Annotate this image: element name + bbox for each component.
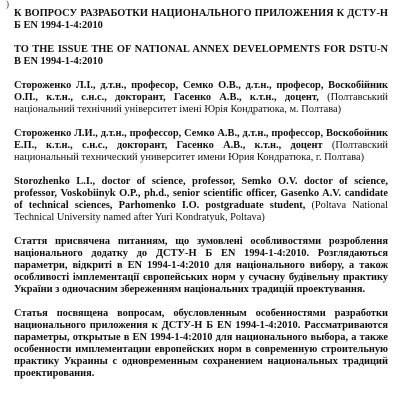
authors-english-affiliation: (Poltava National Technical University named after Yuri Kondratyuk, Poltava) <box>14 200 388 223</box>
abstract-russian: Статья посвящена вопросам, обусловленным особенностями разработки национального приложения к ДСТУ-Н Б EN 1994-1-4:2010. Рассматриваются параметры, открытые в EN 1994-1-4:2010 для национального выбора, а также особенности имплементации европейских норм в современную строительную практику Украины с одновременным сохранением национальных традиций проектирования. <box>14 308 388 379</box>
page-corner-mark: ) <box>6 0 9 9</box>
title-english: TO THE ISSUE THE OF NATIONAL ANNEX DEVELOPMENTS FOR DSTU-N B EN 1994-1-4:2010 <box>14 44 388 67</box>
authors-russian-affiliation: (Полтавский национальный технический университет имени Юрия Кондратюка, г. Полтава) <box>14 140 388 163</box>
authors-russian <box>14 128 388 164</box>
title-cyrillic: К ВОПРОСУ РАЗРАБОТКИ НАЦИОНАЛЬНОГО ПРИЛОЖЕНИЯ К ДСТУ-Н Б EN 1994-1-4:2010 <box>14 8 388 31</box>
authors-english <box>14 176 388 224</box>
abstract-ukrainian: Стаття присвячена питанням, що зумовлені особливостями розроблення національного додатку до ДСТУ-Н Б EN 1994-1-4:2010. Розглядаються параметри, відкриті в EN 1994-1-4:2010 для національного вибору, а також особливості імплементації європейських норм у сучасну будівельну практику України з одночасним збереженням національних традицій проектування. <box>14 236 388 295</box>
authors-russian-names: Стороженко Л.И., д.т.н., профессор, Семко А.В., д.т.н., профессор, Воскобойник Е.П., к.т.н., с.н.с., докторант, Гасенко А.В., к.т.н., доцент <box>14 128 388 151</box>
authors-ukrainian <box>14 80 388 116</box>
authors-english-names: Storozhenko L.I., doctor of science, professor, Semko O.V. doctor of science, professor, Voskobiinyk O.P., ph.d., senior scientific officer, Gasenko A.V. candidate of technical sciences, Parhomenko I.O. postgraduate student, <box>14 176 388 211</box>
authors-ukrainian-names: Стороженко Л.І., д.т.н., професор, Семко О.В., д.т.н., професор, Воскобійник О.П., к.т.н., с.н.с., докторант, Гасенко А.В., к.т.н., доцент, <box>14 80 388 103</box>
authors-ukrainian-affiliation: (Полтавський національний технічний університет імені Юрія Кондратюка, м. Полтава) <box>14 92 388 115</box>
